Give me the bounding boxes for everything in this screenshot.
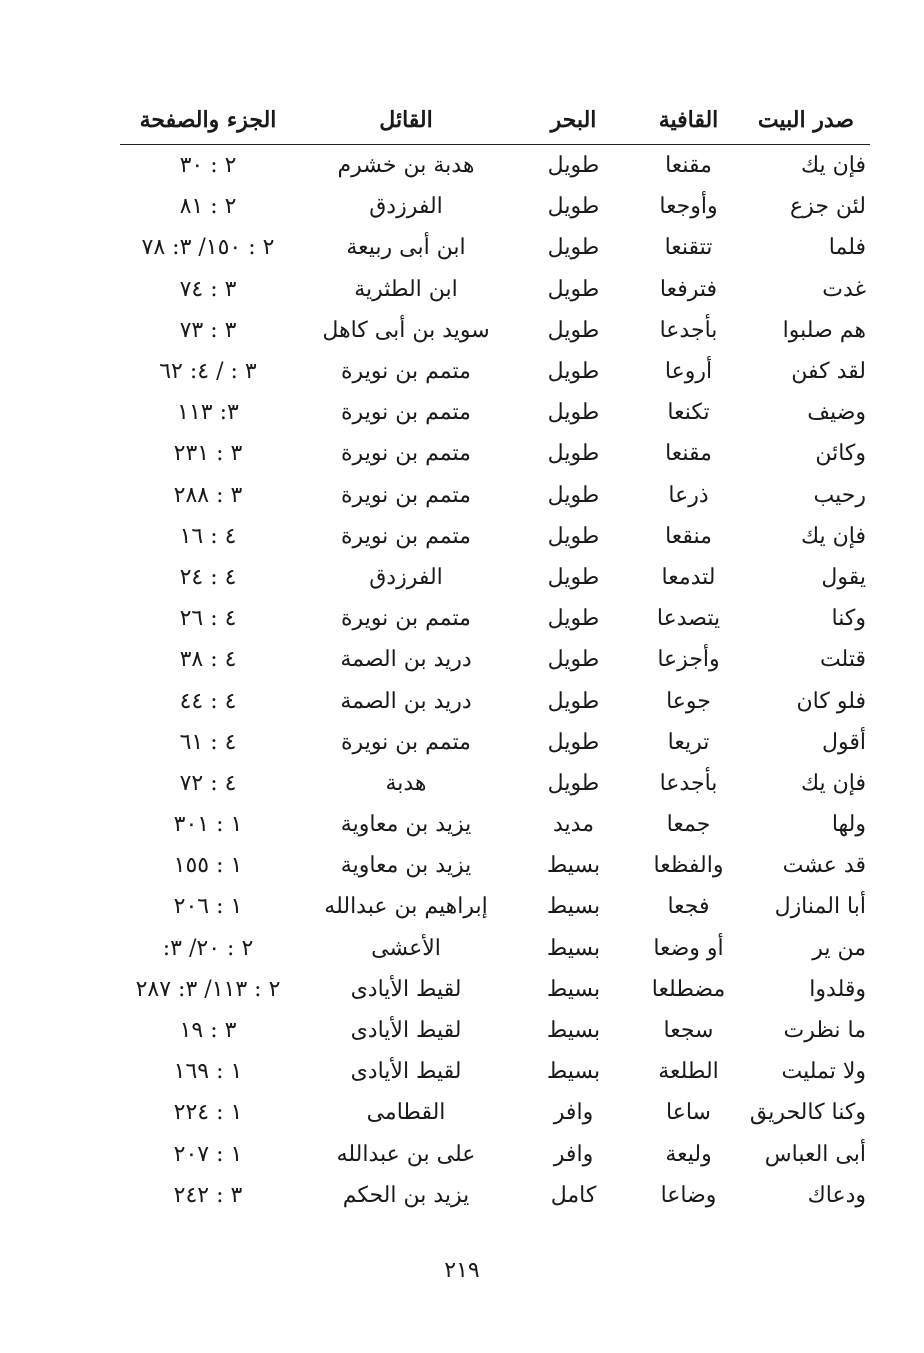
cell-verse-start: وكنا bbox=[831, 606, 866, 632]
cell-meter: طويل bbox=[547, 400, 600, 426]
cell-rhyme: بأجدعا bbox=[659, 770, 718, 796]
cell-rhyme: والفظعا bbox=[653, 853, 724, 879]
table-row bbox=[120, 598, 870, 639]
cell-verse-start: لقد كفن bbox=[791, 359, 866, 385]
cell-meter: طويل bbox=[547, 770, 600, 796]
cell-volume-page: ٤ : ٤٤ bbox=[179, 688, 237, 714]
cell-rhyme: وليعة bbox=[665, 1141, 712, 1167]
cell-meter: طويل bbox=[547, 235, 600, 261]
table-row bbox=[120, 351, 870, 392]
table-row bbox=[120, 928, 870, 969]
cell-verse-start: قد عشت bbox=[782, 853, 866, 879]
cell-meter: طويل bbox=[547, 688, 600, 714]
cell-verse-start: أبا المنازل bbox=[774, 894, 866, 920]
cell-poet: متمم بن نويرة bbox=[341, 359, 471, 385]
table-body bbox=[120, 145, 870, 1216]
cell-poet: ابن أبى ربيعة bbox=[346, 235, 466, 261]
cell-verse-start: يقول bbox=[821, 564, 866, 590]
cell-meter: طويل bbox=[547, 523, 600, 549]
table-row bbox=[120, 1092, 870, 1133]
table-row bbox=[120, 557, 870, 598]
cell-poet: متمم بن نويرة bbox=[341, 441, 471, 467]
cell-rhyme: ذرعا bbox=[668, 482, 709, 508]
index-table bbox=[120, 98, 870, 1216]
cell-poet: إبراهيم بن عبدالله bbox=[324, 894, 488, 920]
cell-meter: طويل bbox=[547, 317, 600, 343]
cell-volume-page: ٤ : ٦١ bbox=[179, 729, 237, 755]
cell-poet: دريد بن الصمة bbox=[340, 647, 472, 673]
header-verse-start: صدر البيت bbox=[757, 107, 855, 133]
cell-poet: الفرزدق bbox=[369, 194, 443, 220]
cell-volume-page: ٣ : ٢٣١ bbox=[173, 441, 243, 467]
cell-rhyme: جمعا bbox=[666, 812, 711, 838]
cell-poet: هدبة بن خشرم bbox=[337, 153, 475, 179]
cell-verse-start: أبى العباس bbox=[764, 1141, 866, 1167]
table-row bbox=[120, 392, 870, 433]
cell-verse-start: وكائن bbox=[815, 441, 866, 467]
cell-meter: بسيط bbox=[546, 894, 601, 920]
cell-rhyme: ساعا bbox=[666, 1100, 711, 1126]
cell-poet: لقيط الأيادى bbox=[350, 1018, 462, 1044]
cell-verse-start: قتلت bbox=[819, 647, 866, 673]
cell-rhyme: مضطلعا bbox=[651, 976, 726, 1002]
cell-rhyme: تكنعا bbox=[667, 400, 710, 426]
cell-poet: ابن الطثرية bbox=[354, 276, 458, 302]
cell-rhyme: جوعا bbox=[666, 688, 711, 714]
cell-poet: متمم بن نويرة bbox=[341, 400, 471, 426]
cell-meter: بسيط bbox=[546, 976, 601, 1002]
cell-meter: وافر bbox=[553, 1100, 594, 1126]
table-row bbox=[120, 1134, 870, 1175]
cell-volume-page: ٢ : ١٥٠/ ٣: ٧٨ bbox=[141, 235, 275, 261]
cell-meter: بسيط bbox=[546, 935, 601, 961]
cell-poet: يزيد بن معاوية bbox=[340, 812, 472, 838]
cell-rhyme: مقنعا bbox=[665, 153, 712, 179]
cell-rhyme: فجعا bbox=[667, 894, 710, 920]
cell-volume-page: ٣ : ٧٣ bbox=[179, 317, 237, 343]
table-row bbox=[120, 845, 870, 886]
table-row bbox=[120, 639, 870, 680]
cell-rhyme: يتصدعا bbox=[656, 606, 721, 632]
cell-verse-start: ولها bbox=[831, 812, 866, 838]
cell-rhyme: وأجزعا bbox=[657, 647, 720, 673]
cell-meter: طويل bbox=[547, 564, 600, 590]
cell-meter: طويل bbox=[547, 729, 600, 755]
table-row bbox=[120, 145, 870, 186]
cell-verse-start: من ير bbox=[812, 935, 866, 961]
header-rhyme: القافية bbox=[658, 107, 719, 133]
table-row bbox=[120, 804, 870, 845]
cell-rhyme: أروعا bbox=[664, 359, 713, 385]
cell-verse-start: وقلدوا bbox=[809, 976, 866, 1002]
cell-volume-page: ١ : ٢٠٧ bbox=[173, 1141, 243, 1167]
cell-poet: الأعشى bbox=[371, 935, 441, 961]
table-row bbox=[120, 269, 870, 310]
cell-rhyme: وضاعا bbox=[660, 1182, 717, 1208]
cell-verse-start: غدت bbox=[822, 276, 866, 302]
cell-meter: طويل bbox=[547, 441, 600, 467]
cell-meter: كامل bbox=[550, 1182, 597, 1208]
cell-verse-start: فإن يك bbox=[800, 523, 866, 549]
table-row bbox=[120, 680, 870, 721]
cell-meter: مديد bbox=[552, 812, 594, 838]
cell-verse-start: ولا تمليت bbox=[781, 1059, 866, 1085]
cell-volume-page: ١ : ٢٠٦ bbox=[173, 894, 243, 920]
cell-volume-page: ٢ : ٨١ bbox=[179, 194, 237, 220]
cell-volume-page: ٣ : ٢٨٨ bbox=[173, 482, 243, 508]
cell-volume-page: ٤ : ٢٦ bbox=[179, 606, 237, 632]
cell-poet: لقيط الأيادى bbox=[350, 976, 462, 1002]
cell-verse-start: رحيب bbox=[813, 482, 866, 508]
cell-meter: طويل bbox=[547, 359, 600, 385]
cell-meter: طويل bbox=[547, 194, 600, 220]
cell-volume-page: ٤ : ٢٤ bbox=[179, 564, 237, 590]
cell-rhyme: بأجدعا bbox=[659, 317, 718, 343]
cell-volume-page: ٣ : ٢٤٢ bbox=[173, 1182, 243, 1208]
cell-meter: بسيط bbox=[546, 853, 601, 879]
table-row bbox=[120, 516, 870, 557]
cell-rhyme: وأوجعا bbox=[659, 194, 718, 220]
cell-poet: سويد بن أبى كاهل bbox=[322, 317, 490, 343]
cell-verse-start: لئن جزع bbox=[790, 194, 866, 220]
cell-rhyme: أو وضعا bbox=[653, 935, 724, 961]
cell-volume-page: ٣: ١١٣ bbox=[177, 400, 239, 426]
table-row bbox=[120, 722, 870, 763]
table-row bbox=[120, 186, 870, 227]
cell-rhyme: تريعا bbox=[667, 729, 710, 755]
table-row bbox=[120, 1175, 870, 1216]
cell-meter: طويل bbox=[547, 153, 600, 179]
header-poet: القائل bbox=[379, 107, 433, 133]
table-row bbox=[120, 1010, 870, 1051]
cell-volume-page: ١ : ١٥٥ bbox=[173, 853, 243, 879]
cell-poet: يزيد بن معاوية bbox=[340, 853, 472, 879]
cell-poet: لقيط الأيادى bbox=[350, 1059, 462, 1085]
cell-volume-page: ٤ : ٧٢ bbox=[179, 770, 237, 796]
table-row bbox=[120, 227, 870, 268]
cell-poet: هدبة bbox=[385, 770, 427, 796]
cell-volume-page: ٣ : ٧٤ bbox=[179, 276, 237, 302]
cell-rhyme: سجعا bbox=[663, 1018, 714, 1044]
header-volume-page: الجزء والصفحة bbox=[139, 107, 277, 133]
cell-poet: القطامى bbox=[366, 1100, 446, 1126]
cell-verse-start: وكنا كالحريق bbox=[749, 1100, 866, 1126]
cell-verse-start: هم صلبوا bbox=[782, 317, 866, 343]
cell-rhyme: منقعا bbox=[665, 523, 712, 549]
header-meter: البحر bbox=[550, 107, 597, 133]
cell-poet: متمم بن نويرة bbox=[341, 482, 471, 508]
cell-volume-page: ١ : ١٦٩ bbox=[173, 1059, 243, 1085]
table-row bbox=[120, 763, 870, 804]
cell-meter: بسيط bbox=[546, 1059, 601, 1085]
cell-meter: طويل bbox=[547, 276, 600, 302]
table-row bbox=[120, 1051, 870, 1092]
cell-volume-page: ٢ : ٣٠ bbox=[179, 153, 237, 179]
cell-poet: متمم بن نويرة bbox=[341, 606, 471, 632]
table-row bbox=[120, 886, 870, 927]
table-row bbox=[120, 475, 870, 516]
cell-rhyme: تتقنعا bbox=[664, 235, 713, 261]
cell-verse-start: فإن يك bbox=[800, 153, 866, 179]
cell-verse-start: فلو كان bbox=[796, 688, 866, 714]
cell-poet: الفرزدق bbox=[369, 564, 443, 590]
table-row bbox=[120, 433, 870, 474]
cell-volume-page: ٣ : / ٤: ٦٢ bbox=[159, 359, 257, 385]
table-row bbox=[120, 310, 870, 351]
cell-volume-page: ٣ : ١٩ bbox=[179, 1018, 237, 1044]
cell-volume-page: ٢ : ١١٣/ ٣: ٢٨٧ bbox=[135, 976, 281, 1002]
cell-rhyme: لتدمعا bbox=[661, 564, 716, 590]
cell-verse-start: وضيف bbox=[807, 400, 866, 426]
cell-poet: متمم بن نويرة bbox=[341, 729, 471, 755]
cell-verse-start: فلما bbox=[828, 235, 866, 261]
table-row bbox=[120, 969, 870, 1010]
cell-verse-start: ودعاك bbox=[807, 1182, 866, 1208]
table-header bbox=[120, 98, 870, 142]
cell-volume-page: ٤ : ١٦ bbox=[179, 523, 237, 549]
cell-verse-start: ما نظرت bbox=[783, 1018, 866, 1044]
cell-volume-page: ١ : ٢٢٤ bbox=[173, 1100, 243, 1126]
cell-meter: طويل bbox=[547, 606, 600, 632]
cell-poet: على بن عبدالله bbox=[336, 1141, 476, 1167]
cell-poet: دريد بن الصمة bbox=[340, 688, 472, 714]
cell-rhyme: مقنعا bbox=[665, 441, 712, 467]
cell-verse-start: أقول bbox=[822, 729, 866, 755]
cell-meter: طويل bbox=[547, 647, 600, 673]
cell-meter: طويل bbox=[547, 482, 600, 508]
cell-meter: وافر bbox=[553, 1141, 594, 1167]
cell-volume-page: ٤ : ٣٨ bbox=[179, 647, 237, 673]
page-number: ٢١٩ bbox=[444, 1258, 480, 1283]
cell-rhyme: الطلعة bbox=[658, 1059, 719, 1085]
cell-volume-page: ٢ : ٢٠/ ٣: bbox=[162, 935, 254, 961]
cell-poet: يزيد بن الحكم bbox=[342, 1182, 470, 1208]
cell-volume-page: ١ : ٣٠١ bbox=[173, 812, 243, 838]
cell-meter: بسيط bbox=[546, 1018, 601, 1044]
cell-verse-start: فإن يك bbox=[800, 770, 866, 796]
cell-poet: متمم بن نويرة bbox=[341, 523, 471, 549]
cell-rhyme: فترفعا bbox=[659, 276, 718, 302]
